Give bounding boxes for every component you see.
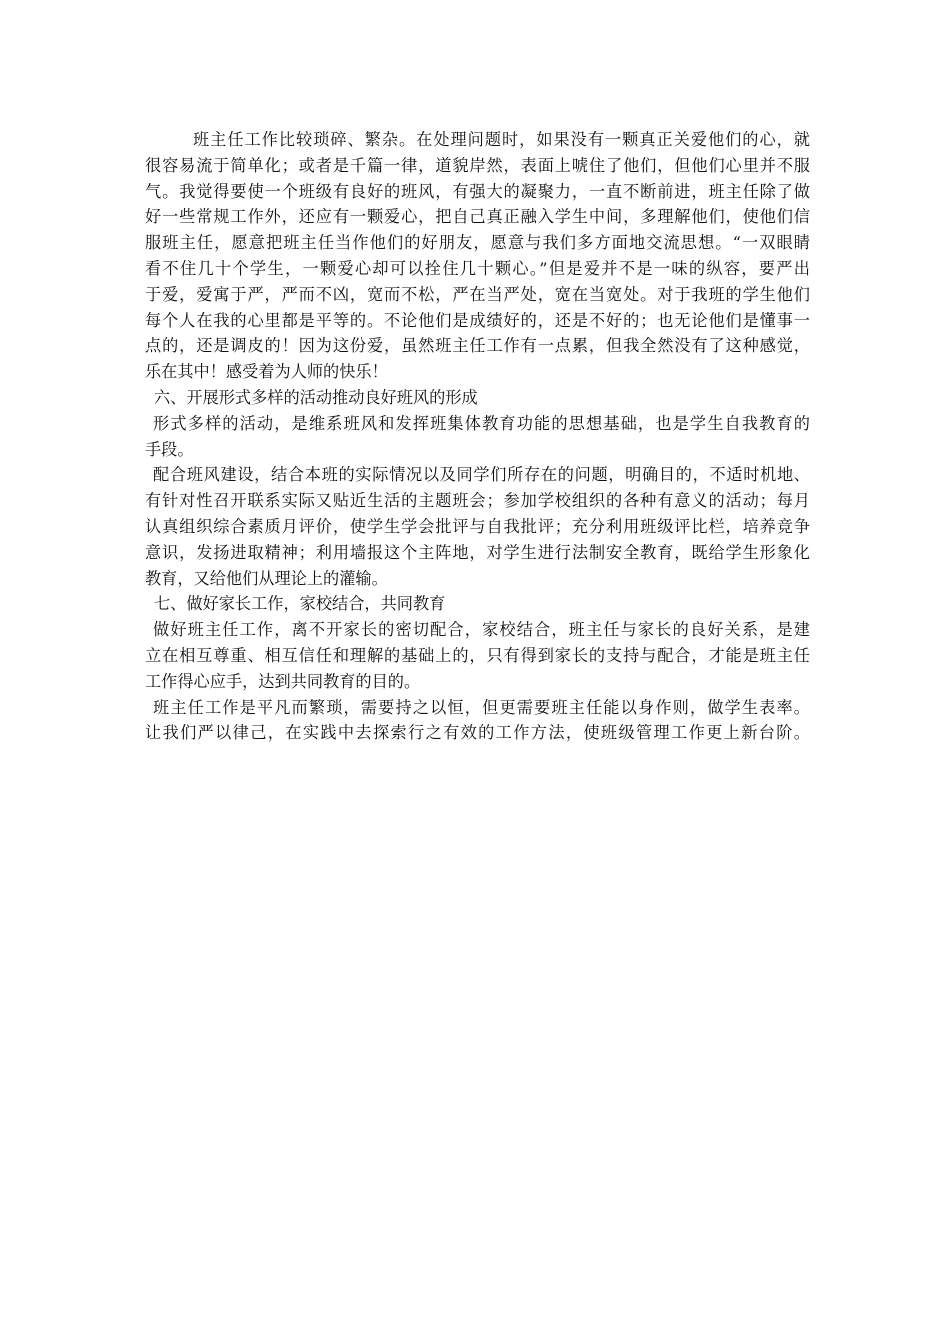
paragraph-line: 形式多样的活动，是维系班风和发挥班集体教育功能的思想基础，也是学生自我教育的 — [153, 413, 810, 433]
paragraph-line: 有针对性召开联系实际又贴近生活的主题班会；参加学校组织的各种有意义的活动；每月 — [145, 491, 810, 511]
paragraph-line: 班主任工作比较琐碎、繁杂。在处理问题时，如果没有一颗真正关爱他们的心，就 — [193, 130, 810, 149]
paragraph-line: 气。我觉得要使一个班级有良好的班风，有强大的凝聚力，一直不断前进，班主任除了做 — [145, 181, 810, 201]
paragraph-line: 好一些常规工作外，还应有一颗爱心，把自己真正融入学生中间，多理解他们，使他们信 — [145, 207, 810, 227]
paragraph-line: 班主任工作是平凡而繁琐，需要持之以恒，但更需要班主任能以身作则，做学生表率。 — [153, 697, 810, 717]
paragraph — [145, 462, 810, 591]
paragraph-line: 做好班主任工作，离不开家长的密切配合，家校结合，班主任与家长的良好关系，是建 — [153, 620, 810, 640]
document-body — [145, 127, 810, 746]
paragraph-line: 配合班风建设，结合本班的实际情况以及同学们所存在的问题，明确目的，不适时机地、 — [153, 465, 810, 485]
heading-text: 六、开展形式多样的活动推动良好班风的形成 — [154, 387, 478, 407]
paragraph-line: 工作得心应手，达到共同教育的目的。 — [145, 671, 421, 691]
heading-text: 七、做好家长工作，家校结合，共同教育 — [154, 594, 446, 614]
paragraph-line: 点的，还是调皮的！因为这份爱，虽然班主任工作有一点累，但我全然没有了这种感觉， — [145, 336, 810, 356]
section-heading — [145, 385, 810, 411]
paragraph-line: 立在相互尊重、相互信任和理解的基础上的，只有得到家长的支持与配合，才能是班主任 — [145, 645, 810, 665]
paragraph-line: 手段。 — [145, 439, 194, 459]
paragraph-line: 很容易流于简单化；或者是千篇一律，道貌岸然，表面上唬住了他们，但他们心里并不服 — [145, 155, 810, 175]
paragraph — [145, 127, 810, 385]
paragraph — [145, 411, 810, 463]
paragraph-line: 服班主任，愿意把班主任当作他们的好朋友，愿意与我们多方面地交流思想。“一双眼睛 — [145, 233, 810, 253]
paragraph-line: 让我们严以律己，在实践中去探索行之有效的工作方法，使班级管理工作更上新台阶。 — [145, 723, 810, 743]
paragraph-line: 看不住几十个学生，一颗爱心却可以拴住几十颗心。”但是爱并不是一味的纵容，要严出 — [145, 258, 810, 278]
paragraph-line: 每个人在我的心里都是平等的。不论他们是成绩好的，还是不好的；也无论他们是懂事一 — [145, 310, 810, 330]
paragraph — [145, 617, 810, 694]
paragraph-line: 于爱，爱寓于严，严而不凶，宽而不松，严在当严处，宽在当宽处。对于我班的学生他们 — [145, 284, 810, 304]
section-heading — [145, 591, 810, 617]
paragraph-line: 教育，又给他们从理论上的灌输。 — [145, 568, 388, 588]
paragraph-line: 意识，发扬进取精神；利用墙报这个主阵地，对学生进行法制安全教育，既给学生形象化 — [145, 542, 810, 562]
paragraph-line: 认真组织综合素质月评价，使学生学会批评与自我批评；充分利用班级评比栏，培养竞争 — [145, 516, 810, 536]
paragraph — [145, 695, 810, 747]
paragraph-line: 乐在其中！感受着为人师的快乐！ — [145, 362, 388, 382]
